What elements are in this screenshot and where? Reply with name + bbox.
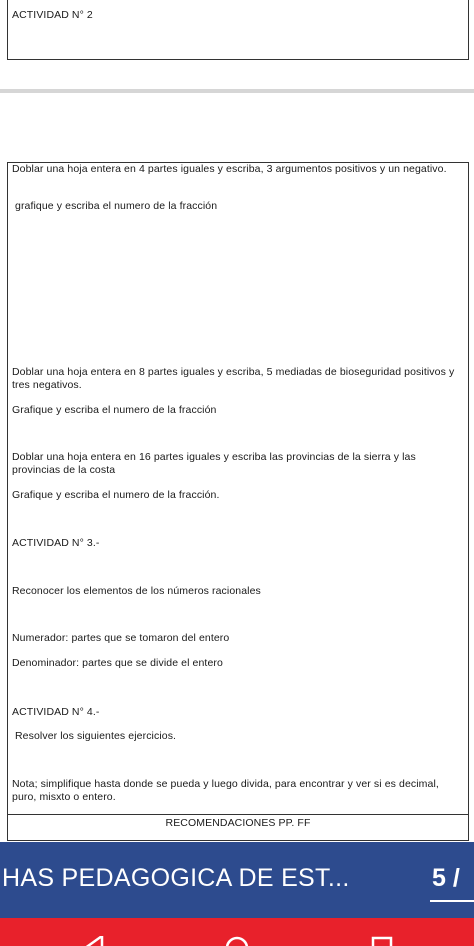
definition-denominator: Denominador: partes que se divide el entero — [12, 657, 223, 669]
page-separator — [0, 89, 474, 93]
instruction-paragraph: Doblar una hoja entera en 16 partes iguales y escriba las provincias de la sierra y las provincias de la costa — [12, 451, 416, 476]
instruction-paragraph: Reconocer los elementos de los números racionales — [12, 585, 261, 597]
recommendations-label: RECOMENDACIONES PP. FF — [165, 817, 311, 829]
instruction-paragraph: Doblar una hoja entera en 4 partes iguales y escriba, 3 argumentos positivos y un negativo. — [12, 163, 447, 175]
activity4-title: ACTIVIDAD N° 4.- — [12, 706, 100, 718]
page-indicator[interactable]: 5 / — [432, 864, 460, 892]
instruction-paragraph: Grafique y escriba el numero de la fracción. — [12, 489, 220, 501]
back-icon[interactable] — [80, 936, 110, 946]
system-navigation-bar — [0, 918, 474, 946]
document-title[interactable]: HAS PEDAGOGICA DE EST... — [2, 864, 350, 892]
note-paragraph: Nota; simplifique hasta donde se pueda y luego divida, para encontrar y ver si es decimal, puro, misxto o entero. — [12, 778, 439, 803]
activity2-box — [7, 0, 469, 60]
instruction-paragraph: Resolver los siguientes ejercicios. — [15, 730, 177, 742]
activity2-title: ACTIVIDAD N° 2 — [12, 9, 93, 21]
home-icon[interactable] — [222, 936, 252, 946]
instruction-paragraph: grafique y escriba el numero de la fracción — [15, 200, 218, 212]
document-title-bar[interactable] — [0, 842, 474, 918]
activities-box — [7, 162, 469, 815]
instruction-paragraph: Grafique y escriba el numero de la fracción — [12, 404, 217, 416]
definition-numerator: Numerador: partes que se tomaron del entero — [12, 632, 230, 644]
page-indicator-underline — [430, 900, 474, 902]
activity3-title: ACTIVIDAD N° 3.- — [12, 537, 100, 549]
instruction-paragraph: Doblar una hoja entera en 8 partes iguales y escriba, 5 mediadas de bioseguridad positivos y tres negativos. — [12, 366, 455, 391]
recents-icon[interactable] — [368, 936, 398, 946]
recommendations-box — [7, 815, 469, 841]
